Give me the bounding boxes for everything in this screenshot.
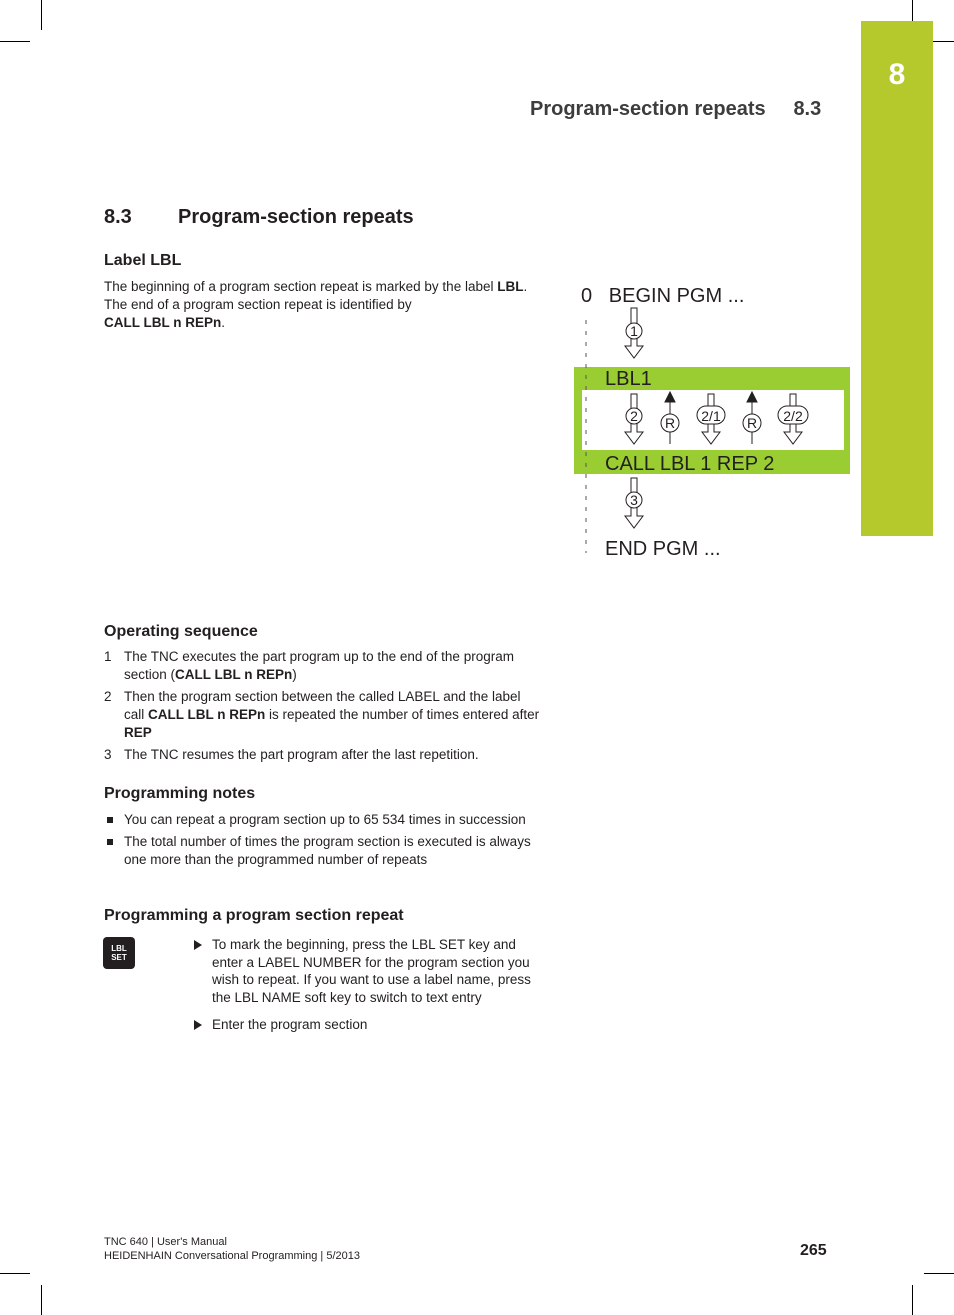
list-item: 2 Then the program section between the called LABEL and the label call CALL LBL n REPn is repeated the number of times entered after REP [104, 689, 540, 740]
list-item: 1 The TNC executes the part program up to the end of the program section (CALL LBL n REPn) [104, 649, 514, 682]
marker-1: 1 [630, 323, 638, 339]
running-section: 8.3 [793, 98, 822, 120]
heading-programming-repeat: Programming a program section repeat [104, 907, 404, 924]
footer-line-2: HEIDENHAIN Conversational Programming | 5/2013 [104, 1250, 360, 1262]
chapter-tab [861, 21, 933, 536]
heading-programming-notes: Programming notes [104, 785, 256, 802]
crop-mark [41, 1285, 42, 1315]
list-item: Enter the program section [192, 1016, 544, 1034]
marker-r2: R [746, 415, 758, 431]
section-title [104, 206, 414, 229]
marker-2-2: 2/2 [783, 408, 803, 424]
line-begin: 0 BEGIN PGM ... [581, 285, 745, 307]
program-repeat-diagram [572, 278, 854, 564]
operating-sequence-list [104, 648, 544, 768]
marker-2: 2 [630, 408, 638, 424]
marker-2-1: 2/1 [701, 408, 721, 424]
footer-line-1: TNC 640 | User's Manual [104, 1236, 227, 1248]
heading-operating-sequence: Operating sequence [104, 623, 258, 640]
list-item: The total number of times the program section is executed is always one more than the programmed number of repeats [104, 833, 544, 869]
label-lbl-paragraph: The beginning of a program section repeat is marked by the label LBL. The end of a program section repeat is identified by CALL LBL n REPn. [104, 279, 528, 330]
bullet-icon [107, 817, 113, 823]
section-title-text: Program-section repeats [178, 206, 414, 228]
marker-r1: R [664, 415, 676, 431]
programming-notes-list [104, 811, 544, 873]
running-title: Program-section repeats [530, 98, 766, 120]
list-item: You can repeat a program section up to 65 534 times in succession [104, 811, 544, 829]
step-arrow-icon [194, 940, 202, 950]
line-lbl: LBL1 [605, 368, 652, 390]
line-call: CALL LBL 1 REP 2 [605, 453, 775, 475]
list-item: 3 The TNC resumes the part program after the last repetition. [104, 747, 479, 762]
step-arrow-icon [194, 1020, 202, 1030]
crop-mark [41, 0, 42, 30]
crop-mark [924, 1273, 954, 1274]
page-number: 265 [800, 1242, 827, 1259]
list-item: To mark the beginning, press the LBL SET key and enter a LABEL NUMBER for the program section you wish to repeat. If you want to use a label name, press the LBL NAME soft key to switch to text entry [192, 936, 544, 1006]
running-header [530, 98, 821, 121]
bullet-icon [107, 839, 113, 845]
page-footer [104, 1235, 360, 1263]
line-end: END PGM ... [605, 538, 721, 560]
programming-steps-list [192, 936, 544, 1044]
lbl-set-key-icon: LBL SET [103, 937, 135, 969]
section-number: 8.3 [104, 206, 132, 228]
chapter-number: 8 [888, 58, 906, 91]
marker-3: 3 [630, 492, 638, 508]
crop-mark [0, 1273, 30, 1274]
crop-mark [912, 1285, 913, 1315]
heading-label-lbl: Label LBL [104, 252, 182, 269]
crop-mark [0, 41, 30, 42]
